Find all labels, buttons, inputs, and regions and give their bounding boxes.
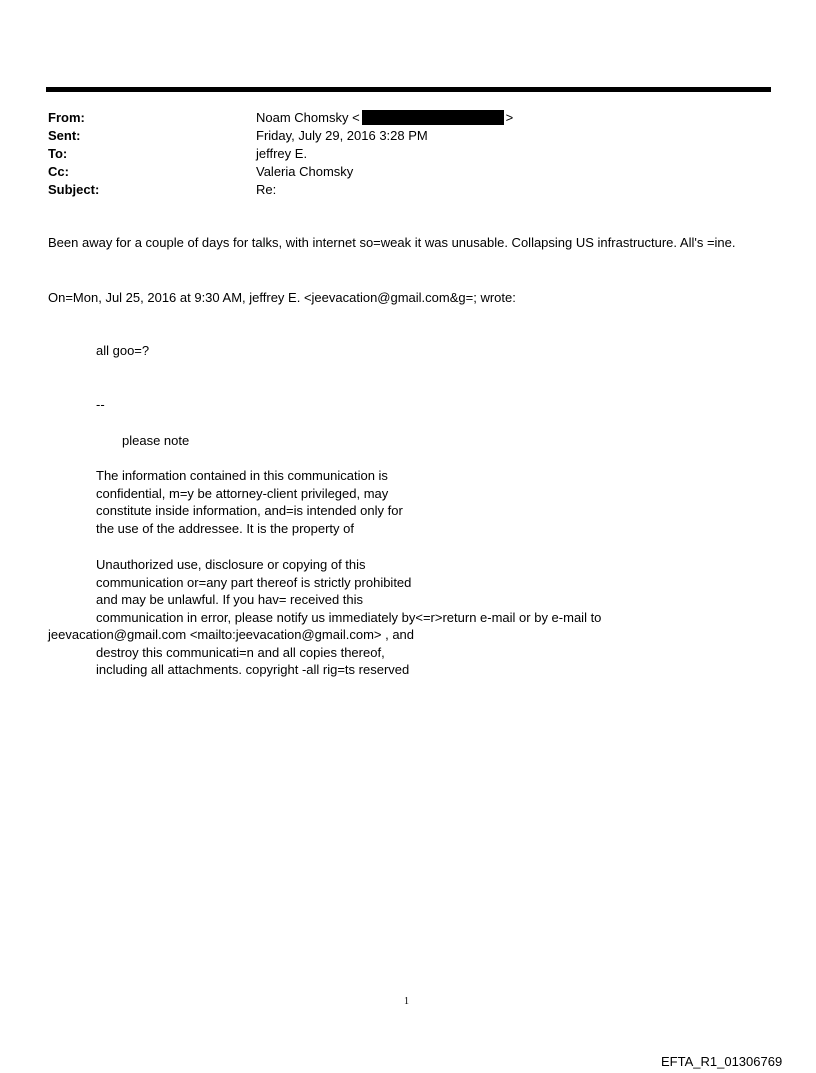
- to-value: jeffrey E.: [256, 146, 308, 161]
- from-row: [48, 109, 513, 127]
- note-heading: please note: [122, 433, 190, 448]
- disclaimer-line: The information contained in this communication is: [96, 468, 388, 483]
- cc-value: Valeria Chomsky: [256, 164, 354, 179]
- disclaimer-line: communication in error, please notify us immediately by<=r>return e-mail or by e-mail to: [96, 609, 602, 625]
- cc-row: [48, 163, 513, 181]
- redaction-box: [362, 110, 504, 125]
- disclaimer-line: constitute inside information, and=is intended only for: [96, 503, 403, 518]
- disclaimer-line: jeevacation@gmail.com <mailto:jeevacation@gmail.com> , and: [48, 627, 415, 642]
- cc-label: Cc:: [48, 164, 69, 179]
- disclaimer-line: confidential, m=y be attorney-client privileged, may: [96, 485, 389, 501]
- bates-number: EFTA_R1_01306769: [661, 1054, 783, 1069]
- to-label: To:: [48, 146, 68, 161]
- disclaimer-line: Unauthorized use, disclosure or copying of this: [96, 557, 366, 572]
- disclaimer-line: and may be unlawful. If you hav= received this: [96, 592, 364, 607]
- email-header: [48, 109, 513, 199]
- from-label: From:: [48, 110, 85, 125]
- disclaimer-line: communication or=any part thereof is strictly prohibited: [96, 574, 412, 590]
- from-name: Noam Chomsky <: [256, 110, 360, 125]
- subject-row: [48, 181, 513, 199]
- disclaimer-line: destroy this communicati=n and all copies thereof,: [96, 644, 385, 660]
- from-value: [256, 109, 513, 127]
- disclaimer-paragraph-1: [96, 467, 403, 537]
- quote-header: On=Mon, Jul 25, 2016 at 9:30 AM, jeffrey E. <jeevacation@gmail.com&g=; wrote:: [48, 290, 516, 305]
- to-row: [48, 145, 513, 163]
- disclaimer-line: including all attachments. copyright -all rig=ts reserved: [96, 662, 410, 677]
- from-tail: >: [505, 110, 514, 125]
- page-number: 1: [404, 996, 409, 1007]
- disclaimer-paragraph-2: [48, 556, 602, 679]
- reply-text: Been away for a couple of days for talks, with internet so=weak it was unusable. Collapsing US infrastructure. All's =ine.: [48, 235, 736, 250]
- sent-label: Sent:: [48, 128, 81, 143]
- subject-value: Re:: [256, 182, 277, 197]
- disclaimer-line: the use of the addressee. It is the property of: [96, 520, 354, 536]
- header-divider: [46, 87, 771, 92]
- signature-separator: --: [96, 397, 105, 412]
- subject-label: Subject:: [48, 182, 100, 197]
- quoted-text: all goo=?: [96, 343, 150, 358]
- sent-value: Friday, July 29, 2016 3:28 PM: [256, 128, 428, 143]
- sent-row: [48, 127, 513, 145]
